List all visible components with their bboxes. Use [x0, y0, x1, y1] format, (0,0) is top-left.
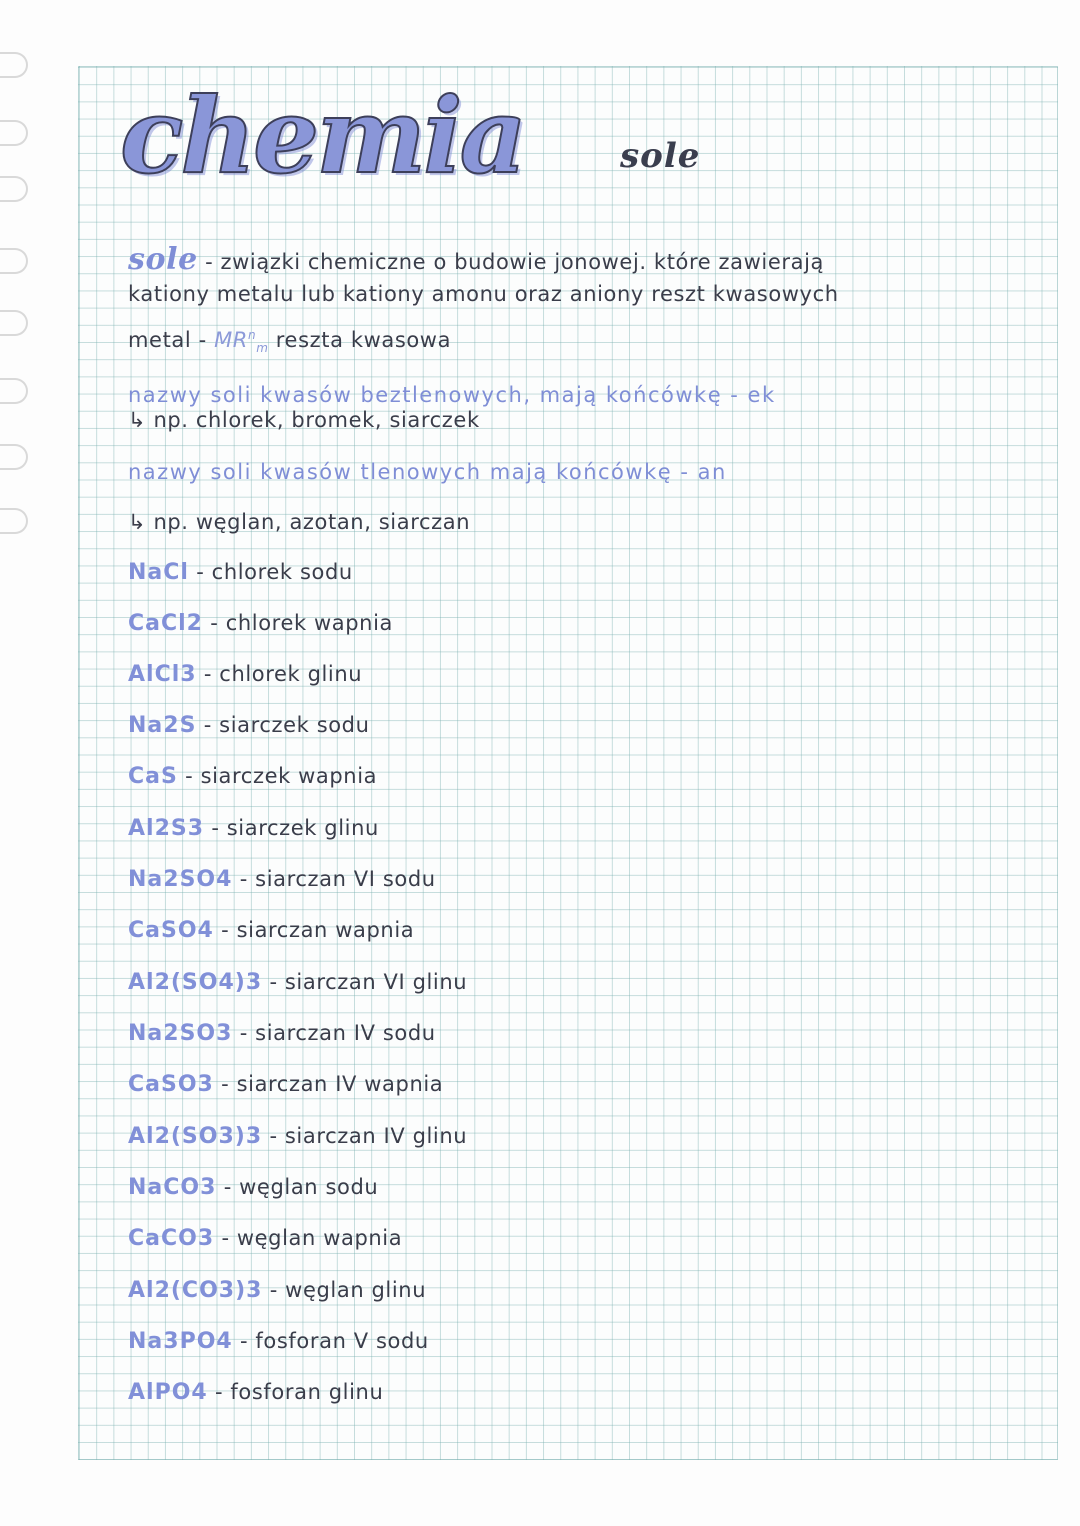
list-item	[128, 611, 393, 636]
salt-name: - siarczan IV glinu	[269, 1124, 468, 1148]
rule-heading: nazwy soli kwasów beztlenowych, mają końcówkę - ek	[128, 383, 776, 407]
salt-formula: CaSO4	[128, 918, 214, 943]
rule-heading: nazwy soli kwasów tlenowych mają końcówkę - an	[128, 460, 727, 484]
salt-name: - chlorek sodu	[196, 560, 353, 584]
salt-formula: CaS	[128, 764, 178, 789]
rule-example: ↳ np. węglan, azotan, siarczan	[128, 510, 471, 534]
salt-formula: AlPO4	[128, 1380, 208, 1405]
definition-text-2: kationy metalu lub kationy amonu oraz aniony reszt kwasowych	[128, 282, 839, 306]
general-formula	[128, 328, 451, 355]
salt-name: - chlorek wapnia	[210, 611, 393, 635]
list-item	[128, 816, 379, 841]
list-item	[128, 1175, 378, 1200]
salt-formula: Na2SO3	[128, 1021, 233, 1046]
list-item	[128, 560, 353, 585]
salt-formula: Na2SO4	[128, 867, 233, 892]
list-item	[128, 662, 362, 687]
rule-example: ↳ np. chlorek, bromek, siarczek	[128, 408, 480, 432]
salt-name: - siarczan VI sodu	[239, 867, 436, 891]
binder-hole	[0, 444, 28, 470]
definition-line-1	[128, 242, 824, 277]
salt-formula: Al2(SO3)3	[128, 1124, 263, 1149]
list-item	[128, 1072, 443, 1097]
list-item	[128, 1380, 383, 1405]
salt-formula: NaCO3	[128, 1175, 217, 1200]
salt-name: - fosforan glinu	[214, 1380, 384, 1404]
binder-hole	[0, 52, 28, 78]
list-item	[128, 867, 436, 892]
general-formula-superscript: n	[247, 328, 257, 342]
salt-name: - siarczan IV sodu	[239, 1021, 436, 1045]
binder-hole	[0, 176, 28, 202]
salt-formula: NaCl	[128, 560, 189, 585]
salt-name: - siarczan IV wapnia	[221, 1072, 444, 1096]
binder-hole	[0, 508, 28, 534]
general-formula-left: metal -	[128, 328, 207, 352]
salt-name: - węglan sodu	[223, 1175, 379, 1199]
list-item	[128, 1278, 426, 1303]
general-formula-subscript: m	[256, 341, 269, 356]
binder-hole	[0, 378, 28, 404]
list-item	[128, 918, 414, 943]
salt-name: - siarczek wapnia	[185, 764, 378, 788]
salt-name: - fosforan V sodu	[239, 1329, 429, 1353]
salt-formula: CaSO3	[128, 1072, 214, 1097]
salt-name: - chlorek glinu	[203, 662, 363, 686]
salt-name: - siarczek glinu	[211, 816, 379, 840]
salt-formula: Al2(CO3)3	[128, 1278, 263, 1303]
binder-hole	[0, 120, 28, 146]
salt-formula: CaCO3	[128, 1226, 215, 1251]
list-item	[128, 1124, 467, 1149]
list-item	[128, 1021, 436, 1046]
list-item	[128, 970, 467, 995]
salt-formula: CaCl2	[128, 611, 203, 636]
salt-formula: Na2S	[128, 713, 197, 738]
definition-keyword: sole	[128, 242, 198, 277]
general-formula-right: reszta kwasowa	[275, 328, 452, 352]
general-formula-symbol: MR	[214, 328, 248, 352]
salt-name: - siarczan VI glinu	[269, 970, 468, 994]
salt-name: - węglan glinu	[269, 1278, 427, 1302]
binder-hole	[0, 248, 28, 274]
list-item	[128, 713, 370, 738]
salt-formula: Al2(SO4)3	[128, 970, 263, 995]
definition-text-1: - związki chemiczne o budowie jonowej. które zawierają	[205, 250, 824, 274]
salt-formula: Na3PO4	[128, 1329, 233, 1354]
list-item	[128, 1329, 429, 1354]
list-item	[128, 764, 377, 789]
salt-formula: AlCl3	[128, 662, 197, 687]
salt-name: - węglan wapnia	[221, 1226, 403, 1250]
salt-name: - siarczan wapnia	[221, 918, 415, 942]
page-title: chemia	[120, 74, 525, 197]
binder-hole	[0, 310, 28, 336]
salt-formula: Al2S3	[128, 816, 205, 841]
page-subtitle: sole	[620, 136, 701, 176]
salt-name: - siarczek sodu	[203, 713, 370, 737]
list-item	[128, 1226, 402, 1251]
